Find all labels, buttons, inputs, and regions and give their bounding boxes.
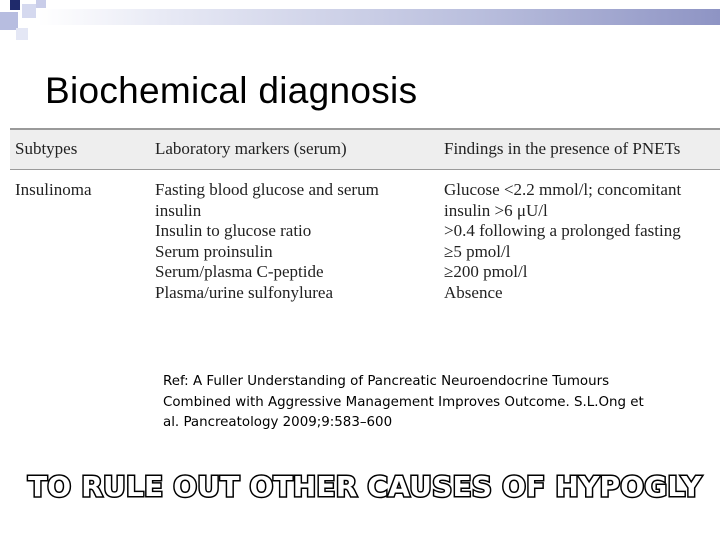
finding-line: Absence: [444, 282, 503, 302]
reference-line: Ref: A Fuller Understanding of Pancreatic Neuroendocrine Tumours: [163, 374, 610, 389]
finding-line: Glucose <2.2 mmol/l; concomitant: [444, 180, 682, 199]
finding-line: ≥5 pmol/l: [444, 241, 511, 261]
lab-markers-table: [10, 128, 720, 316]
decor-square: [16, 28, 28, 40]
reference-citation: [163, 372, 703, 434]
table-top-rule: [10, 128, 720, 130]
header-findings: Findings in the presence of PNETs: [444, 139, 681, 158]
rule-out-headline: TO RULE OUT OTHER CAUSES OF HYPOGLY: [28, 470, 702, 503]
reference-line: al. Pancreatology 2009;9:583–600: [163, 415, 393, 430]
decor-square: [10, 0, 20, 10]
slide-title: Biochemical diagnosis: [45, 70, 418, 111]
cell-subtype: Insulinoma: [15, 180, 92, 199]
header-subtypes: Subtypes: [15, 139, 78, 158]
finding-line: >0.4 following a prolonged fasting: [444, 221, 681, 241]
decor-square: [36, 0, 46, 8]
decor-square: [22, 4, 36, 18]
marker-line: Serum proinsulin: [155, 241, 273, 261]
markers-column: [155, 180, 379, 304]
header-banner: [38, 9, 720, 25]
table-header-rule: [10, 169, 720, 170]
marker-line: insulin: [155, 200, 202, 220]
header-lab-markers: Laboratory markers (serum): [155, 139, 347, 158]
marker-line: Serum/plasma C-peptide: [155, 262, 324, 282]
marker-line: Insulin to glucose ratio: [155, 221, 312, 241]
finding-line: insulin >6 μU/l: [444, 200, 548, 220]
finding-line: ≥200 pmol/l: [444, 262, 528, 282]
findings-column: [444, 180, 681, 304]
reference-line: Combined with Aggressive Management Improves Outcome. S.L.Ong et: [163, 394, 644, 410]
marker-line: Fasting blood glucose and serum: [155, 180, 379, 199]
marker-line: Plasma/urine sulfonylurea: [155, 282, 333, 302]
